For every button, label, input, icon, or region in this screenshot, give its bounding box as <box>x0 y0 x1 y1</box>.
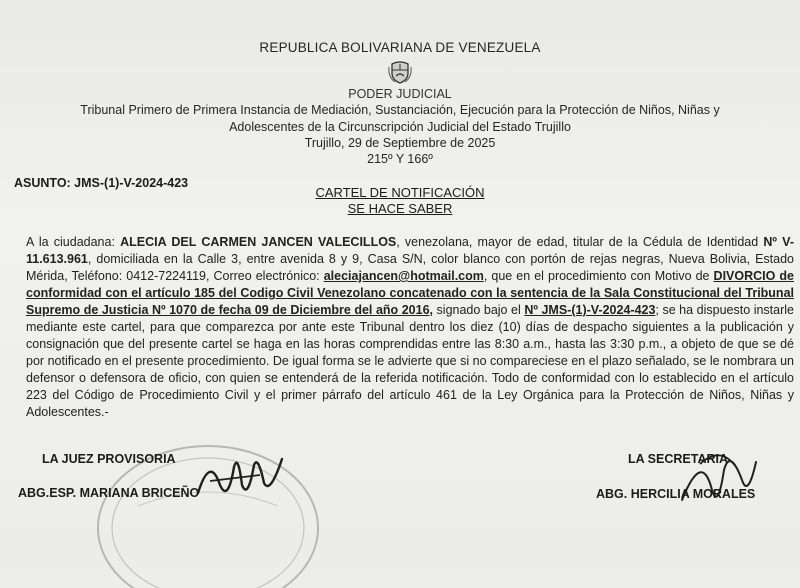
judge-name: ABG.ESP. MARIANA BRICEÑO <box>18 486 200 500</box>
body-text-3: , domiciliada en la Calle 3, entre avenida 8 y 9, Casa S/N, color blanco con portón de rejas negras, Nueva Bolivia, Estado Mérida, Teléfono: 0412-7224119, Correo electrónico: <box>26 252 794 283</box>
case-subject: ASUNTO: JMS-(1)-V-2024-423 <box>14 176 189 190</box>
case-motive: DIVORCIO de conformidad con el artículo 185 del Codigo Civil Venezolano concatenado con la sentencia de la Sala Constitucional del Tribunal Supremo de Justicia Nº 1070 de fecha 09 de Diciembre del año 2016, <box>26 269 794 317</box>
body-text-6: ; se ha dispuesto instarle mediante este cartel, para que comparezca por ante este Tribunal dentro los diez (10) días de despacho siguientes a la publicación y consignación que del presente cartel se haga en las horas comprendidas entre las 8:30 a.m., hasta las 3:30 p.m., a objeto de que se dé por notificado en el presente procedimiento. De igual forma se le advierte que si no compareciese en el plazo señalado, se le nombrara un defensor o defensora de oficio, con quien se entenderá de la referida notificación. Todo de conformidad con lo establecido en el artículo 223 del Código de Procedimiento Civil y el primer párrafo del artículo 461 de la Ley Orgánica para la Protección de Niños, Niñas y Adolescentes.- <box>26 303 794 419</box>
notice-body <box>26 234 794 421</box>
body-intro: A la ciudadana: <box>26 235 121 249</box>
document-date: Trujillo, 29 de Septiembre de 2025 <box>304 136 496 150</box>
judge-title: LA JUEZ PROVISORIA <box>42 452 176 466</box>
recipient-name: ALECIA DEL CARMEN JANCEN VALECILLOS <box>120 235 397 249</box>
independence-years: 215º Y 166º <box>367 152 433 166</box>
case-number: Nº JMS-(1)-V-2024-423 <box>524 303 656 317</box>
body-text-4: , que en el procedimiento con Motivo de <box>483 269 714 283</box>
document-header <box>0 40 800 167</box>
notice-title <box>0 185 800 217</box>
tribunal-name-line1: Tribunal Primero de Primera Instancia de Mediación, Sustanciación, Ejecución para la Protección de Niños, Niñas y <box>80 103 720 117</box>
coat-of-arms-icon <box>387 59 413 85</box>
body-text-2: , venezolana, mayor de edad, titular de la Cédula de Identidad <box>396 235 764 249</box>
secretary-title: LA SECRETARIA <box>628 452 728 466</box>
secretary-name: ABG. HERCILIA MORALES <box>596 487 756 501</box>
judge-signature <box>190 445 290 505</box>
notice-title-line1: CARTEL DE NOTIFICACIÓN <box>315 185 485 200</box>
judicial-power-heading: PODER JUDICIAL <box>348 87 452 101</box>
id-number: Nº V-11.613.961 <box>26 235 794 266</box>
notice-title-line2: SE HACE SABER <box>347 201 453 216</box>
republic-heading: REPUBLICA BOLIVARIANA DE VENEZUELA <box>259 40 541 55</box>
email-address: aleciajancen@hotmail.com <box>323 269 484 283</box>
body-text-5: signado bajo el <box>433 303 525 317</box>
tribunal-name-line2: Adolescentes de la Circunscripción Judicial del Estado Trujillo <box>229 120 571 134</box>
